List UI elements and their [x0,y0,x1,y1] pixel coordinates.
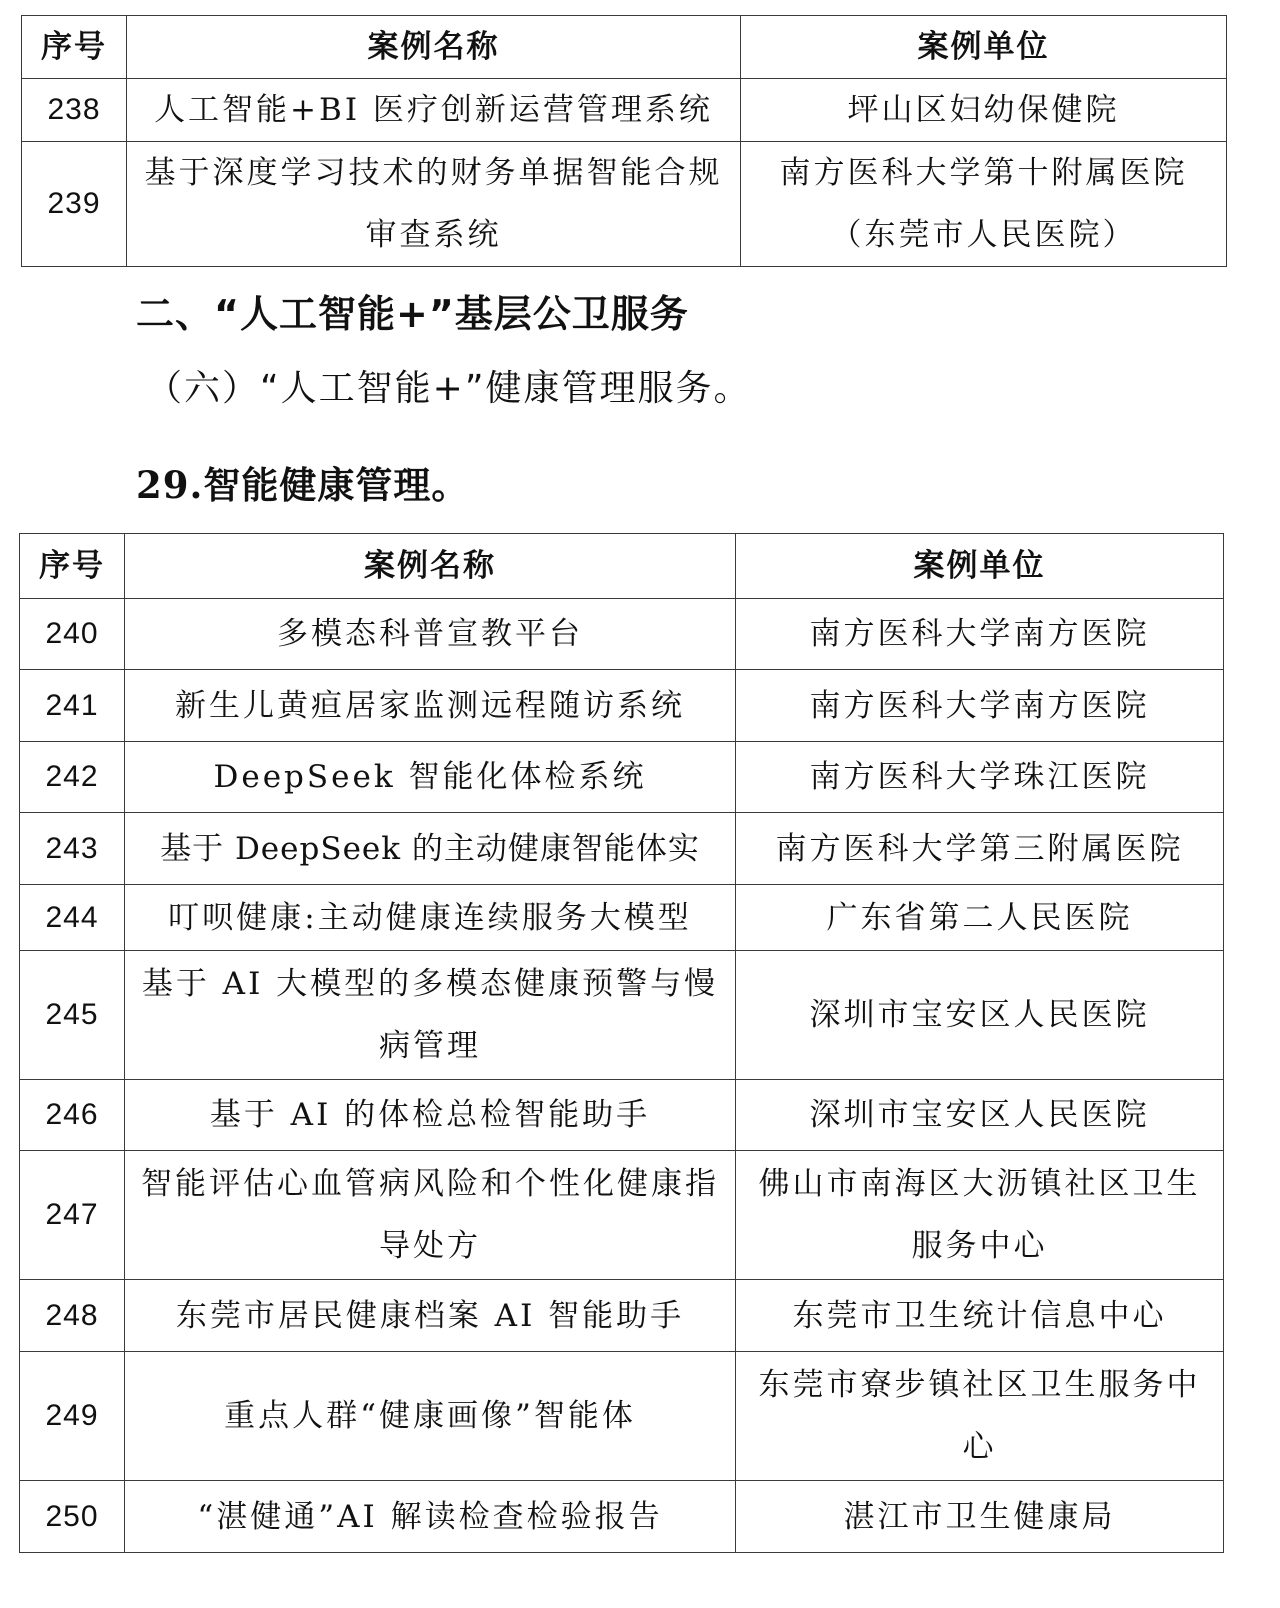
table-row [20,1481,1224,1553]
row-serial: 247 [20,1151,125,1280]
row-serial: 248 [20,1280,125,1352]
row-case-name: 基于 DeepSeek 的主动健康智能体实 [125,813,736,885]
row-case-name: 多模态科普宣教平台 [125,599,736,670]
table-row [20,1080,1224,1151]
row-case-unit: 佛山市南海区大沥镇社区卫生服务中心 [736,1151,1224,1280]
row-serial: 246 [20,1080,125,1151]
row-serial: 244 [20,885,125,951]
table-row [22,142,1227,267]
table-row [20,742,1224,813]
row-case-name: 基于 AI 的体检总检智能助手 [125,1080,736,1151]
row-case-unit: 南方医科大学珠江医院 [736,742,1224,813]
row-case-unit: 东莞市卫生统计信息中心 [736,1280,1224,1352]
table-header-row [22,16,1227,79]
section-heading: 二、“人工智能+”基层公卫服务 [136,292,689,336]
row-case-name: 基于 AI 大模型的多模态健康预警与慢病管理 [125,951,736,1080]
header-case-unit: 案例单位 [736,534,1224,599]
table-row [20,599,1224,670]
row-serial: 245 [20,951,125,1080]
row-case-unit: 南方医科大学第十附属医院（东莞市人民医院） [741,142,1227,267]
case-table-2 [19,533,1224,1553]
row-serial: 239 [22,142,127,267]
row-case-unit: 广东省第二人民医院 [736,885,1224,951]
row-serial: 238 [22,79,127,142]
row-case-name: 重点人群“健康画像”智能体 [125,1352,736,1481]
header-case-unit: 案例单位 [741,16,1227,79]
row-case-unit: 深圳市宝安区人民医院 [736,1080,1224,1151]
table-row [20,1280,1224,1352]
table-header-row [20,534,1224,599]
row-case-name: “湛健通”AI 解读检查检验报告 [125,1481,736,1553]
row-serial: 241 [20,670,125,742]
row-case-name: 人工智能+BI 医疗创新运营管理系统 [127,79,741,142]
row-serial: 240 [20,599,125,670]
header-serial: 序号 [20,534,125,599]
table-row [20,813,1224,885]
table-row [20,1151,1224,1280]
header-serial: 序号 [22,16,127,79]
table-row [20,1352,1224,1481]
header-case-name: 案例名称 [125,534,736,599]
row-case-unit: 深圳市宝安区人民医院 [736,951,1224,1080]
row-case-name: DeepSeek 智能化体检系统 [125,742,736,813]
row-case-unit: 东莞市寮步镇社区卫生服务中心 [736,1352,1224,1481]
row-serial: 243 [20,813,125,885]
row-case-name: 叮呗健康:主动健康连续服务大模型 [125,885,736,951]
case-table-1 [21,15,1227,267]
row-serial: 249 [20,1352,125,1481]
row-case-name: 新生儿黄疸居家监测远程随访系统 [125,670,736,742]
row-case-unit: 湛江市卫生健康局 [736,1481,1224,1553]
row-case-name: 东莞市居民健康档案 AI 智能助手 [125,1280,736,1352]
row-case-name: 智能评估心血管病风险和个性化健康指导处方 [125,1151,736,1280]
item-heading: 29.智能健康管理。 [136,463,470,507]
row-serial: 250 [20,1481,125,1553]
subsection-heading: （六）“人工智能+”健康管理服务。 [146,368,752,409]
row-serial: 242 [20,742,125,813]
header-case-name: 案例名称 [127,16,741,79]
table-row [20,885,1224,951]
table-row [20,951,1224,1080]
table-row [20,670,1224,742]
row-case-unit: 南方医科大学南方医院 [736,599,1224,670]
table-row [22,79,1227,142]
row-case-unit: 坪山区妇幼保健院 [741,79,1227,142]
row-case-unit: 南方医科大学南方医院 [736,670,1224,742]
row-case-name: 基于深度学习技术的财务单据智能合规审查系统 [127,142,741,267]
row-case-unit: 南方医科大学第三附属医院 [736,813,1224,885]
